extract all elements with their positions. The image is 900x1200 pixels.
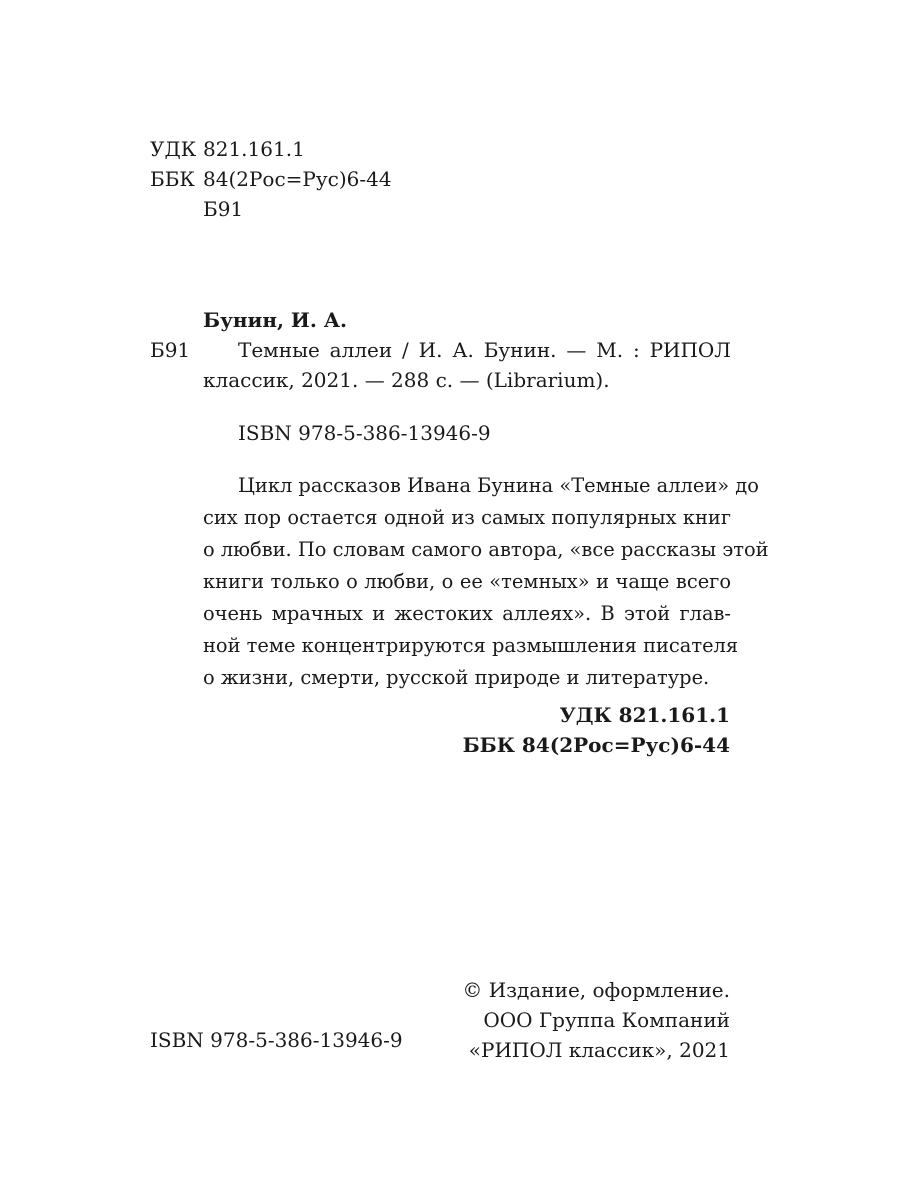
udk-value: 821.161.1 <box>203 137 305 161</box>
copyright-line-3: «РИПОЛ классик», 2021 <box>468 1038 730 1062</box>
annotation-line: сих пор остается одной из самых популярных книг <box>203 506 731 529</box>
bbk-row <box>150 164 392 194</box>
title-line-2: классик, 2021. — 288 с. — (Librarium). <box>203 368 610 392</box>
title-line-1: Темные аллеи / И. А. Бунин. — М. : РИПОЛ <box>238 338 731 362</box>
classification-bottom <box>430 700 730 760</box>
bibliographic-description <box>203 335 731 395</box>
author-code: Б91 <box>150 338 191 362</box>
author-code-row <box>150 194 392 224</box>
entry-isbn: ISBN 978-5-386-13946-9 <box>238 421 491 445</box>
copyright-line-1: © Издание, оформление. <box>462 978 730 1002</box>
footer-isbn: ISBN 978-5-386-13946-9 <box>150 1028 403 1052</box>
udk-label: УДК <box>150 137 197 161</box>
annotation-line: о жизни, смерти, русской природе и литературе. <box>203 666 710 689</box>
annotation <box>203 470 769 694</box>
annotation-line: Цикл рассказов Ивана Бунина «Темные аллеи» до <box>238 474 759 497</box>
copyright-notice <box>430 975 730 1065</box>
annotation-line: книги только о любви, о ее «темных» и чаще всего <box>203 570 731 593</box>
annotation-line: очень мрачных и жестоких аллеях». В этой глав- <box>203 602 731 625</box>
author-heading: Бунин, И. А. <box>203 308 348 332</box>
bbk-label: ББК <box>150 167 195 191</box>
author-code-top: Б91 <box>203 197 244 221</box>
annotation-line: о любви. По словам самого автора, «все рассказы этой <box>203 538 769 561</box>
copyright-line-2: ООО Группа Компаний <box>483 1008 730 1032</box>
udk-bottom: УДК 821.161.1 <box>559 703 730 727</box>
udk-row <box>150 134 392 164</box>
bbk-bottom: ББК 84(2Рос=Рус)6-44 <box>462 733 730 757</box>
classification-top <box>150 134 392 224</box>
bbk-value: 84(2Рос=Рус)6-44 <box>203 167 392 191</box>
annotation-line: ной теме концентрируются размышления писателя <box>203 634 739 657</box>
